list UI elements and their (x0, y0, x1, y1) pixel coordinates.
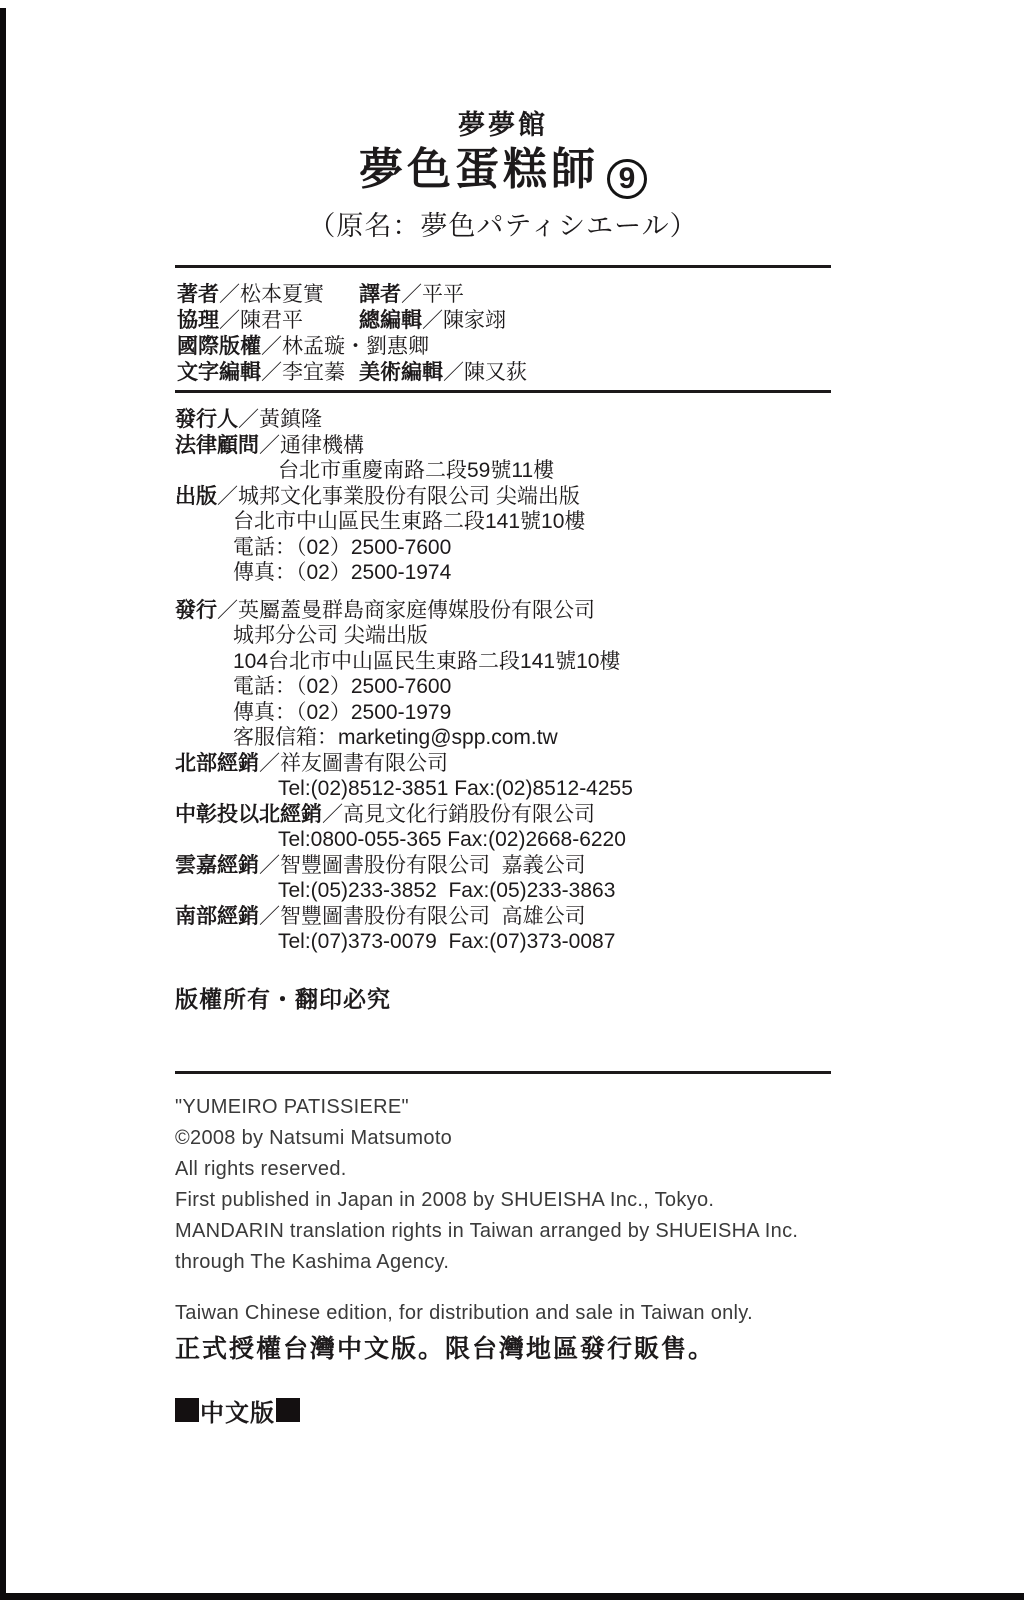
pub-line: Tel:(05)233-3852 Fax:(05)233-3863 (278, 879, 616, 902)
staff-value: ／林孟璇・劉惠卿 (261, 335, 429, 358)
english-line: through The Kashima Agency. (175, 1250, 450, 1273)
book-title-text: 夢色蛋糕師 (359, 145, 599, 194)
pub-line: Tel:(02)8512-3851 Fax:(02)8512-4255 (278, 777, 633, 800)
pub-line: 北部經銷／祥友圖書有限公司 (175, 751, 448, 775)
pub-line: 台北市重慶南路二段59號11樓 (278, 459, 555, 482)
pub-line: 發行人／黃鎮隆 (175, 408, 322, 431)
title-block (175, 0, 831, 243)
staff-label: 譯者 (359, 283, 401, 306)
book-title (175, 142, 831, 199)
pub-line: 雲嘉經銷／智豐圖書股份有限公司 嘉義公司 (175, 853, 586, 877)
page-edge-left (0, 8, 6, 1600)
pub-line: 發行／英屬蓋曼群島商家庭傳媒股份有限公司 (175, 598, 595, 622)
taiwan-edition-english: Taiwan Chinese edition, for distribution and sale in Taiwan only. (175, 1301, 753, 1324)
staff-value: ／平平 (401, 283, 464, 306)
english-line: MANDARIN translation rights in Taiwan arranged by SHUEISHA Inc. (175, 1219, 799, 1242)
pub-line: Tel:0800-055-365 Fax:(02)2668-6220 (278, 828, 626, 851)
pub-line: 南部經銷／智豐圖書股份有限公司 高雄公司 (175, 904, 586, 928)
staff-value: ／李宜蓁 (261, 361, 345, 384)
black-square-icon (276, 1398, 300, 1422)
pub-line: 電話：（02）2500-7600 (233, 675, 452, 698)
edition-mark-label: 中文版 (200, 1399, 275, 1427)
staff-label: 著者 (177, 283, 219, 306)
english-line: ©2008 by Natsumi Matsumoto (175, 1126, 453, 1149)
page-edge-bottom (0, 1593, 1024, 1600)
pub-line: 客服信箱：marketing@spp.com.tw (233, 726, 558, 749)
pub-line: 台北市中山區民生東路二段141號10樓 (233, 510, 586, 533)
staff-label: 國際版權 (177, 335, 261, 358)
english-line: First published in Japan in 2008 by SHUEISHA Inc., Tokyo. (175, 1188, 715, 1211)
pub-line: 城邦分公司 尖端出版 (233, 624, 428, 647)
publishing-info (175, 407, 831, 955)
black-square-icon (175, 1398, 199, 1422)
divider-bottom (175, 1071, 831, 1074)
imprint-name: 夢夢館 (458, 110, 548, 140)
pub-line: Tel:(07)373-0079 Fax:(07)373-0087 (278, 930, 616, 953)
staff-row (177, 282, 829, 308)
english-line: "YUMEIRO PATISSIERE" (175, 1095, 409, 1118)
staff-row (177, 360, 829, 386)
staff-row (177, 308, 829, 334)
english-colophon (175, 1092, 831, 1278)
staff-value: ／陳又荻 (443, 361, 527, 384)
staff-label: 文字編輯 (177, 361, 261, 384)
block-gap (175, 586, 831, 598)
staff-value: ／松本夏實 (219, 283, 324, 306)
staff-row (177, 334, 829, 360)
pub-line: 法律顧問／通律機構 (175, 433, 364, 457)
staff-label: 總編輯 (359, 309, 422, 332)
staff-label: 協理 (177, 309, 219, 332)
staff-value: ／陳君平 (219, 309, 303, 332)
pub-line: 傳真：（02）2500-1979 (233, 700, 452, 724)
taiwan-edition-chinese: 正式授權台灣中文版。限台灣地區發行販售。 (175, 1334, 716, 1363)
pub-line: 中彰投以北經銷／高見文化行銷股份有限公司 (175, 802, 595, 826)
colophon-content (175, 0, 831, 1428)
original-title: （原名：夢色パティシエール） (308, 211, 698, 241)
staff-label: 美術編輯 (359, 361, 443, 384)
copyright-notice: 版權所有・翻印必究 (175, 985, 391, 1012)
pub-line: 104台北市中山區民生東路二段141號10樓 (233, 649, 621, 673)
pub-line: 電話：（02）2500-7600 (233, 535, 452, 559)
edition-mark (175, 1393, 831, 1428)
staff-value: ／陳家翊 (422, 309, 506, 332)
volume-badge: 9 (607, 159, 647, 199)
pub-line: 傳真：（02）2500-1974 (233, 561, 452, 584)
staff-credits (175, 268, 831, 386)
pub-line: 出版／城邦文化事業股份有限公司 尖端出版 (175, 484, 580, 508)
divider-staff (175, 390, 831, 393)
english-line: All rights reserved. (175, 1157, 347, 1180)
